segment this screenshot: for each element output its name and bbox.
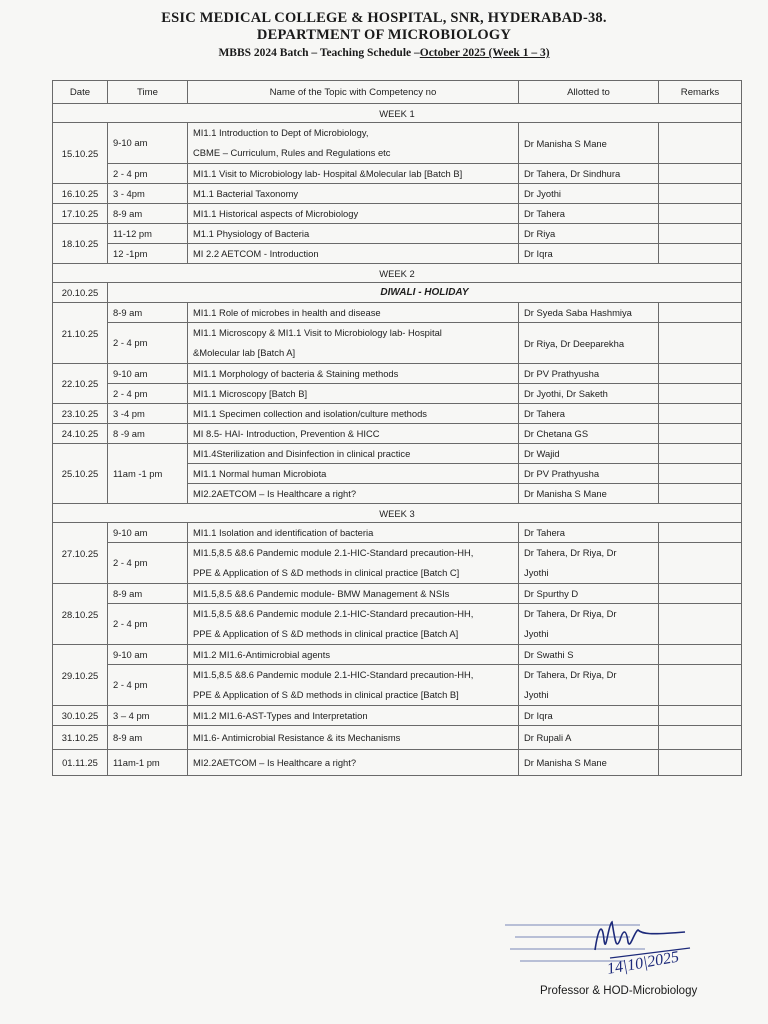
table-row <box>53 323 742 364</box>
remarks-cell <box>659 543 742 584</box>
topic-cell: MI 8.5- HAI- Introduction, Prevention & HICC <box>188 424 519 444</box>
allotted-cell: Dr Tahera, Dr Riya, Dr Jyothi <box>519 543 659 584</box>
allotted-cell: Dr Jyothi, Dr Saketh <box>519 384 659 404</box>
table-row <box>53 444 742 464</box>
time-cell: 9-10 am <box>108 364 188 384</box>
allotted-cell: Dr PV Prathyusha <box>519 464 659 484</box>
allotted-cell: Dr Tahera, Dr Riya, Dr Jyothi <box>519 665 659 706</box>
time-cell: 2 - 4 pm <box>108 164 188 184</box>
table-row <box>53 750 742 776</box>
col-topic-header: Name of the Topic with Competency no <box>188 81 519 104</box>
remarks-cell <box>659 364 742 384</box>
week-row: WEEK 1 <box>53 104 742 123</box>
topic-cell: MI1.2 MI1.6-AST-Types and Interpretation <box>188 706 519 726</box>
topic-cell: MI1.1 Normal human Microbiota <box>188 464 519 484</box>
date-cell: 24.10.25 <box>53 424 108 444</box>
topic-cell: MI1.1 Microscopy [Batch B] <box>188 384 519 404</box>
document-header <box>0 10 768 61</box>
allotted-cell: Dr PV Prathyusha <box>519 364 659 384</box>
table-row <box>53 645 742 665</box>
remarks-cell <box>659 303 742 323</box>
remarks-cell <box>659 726 742 750</box>
allotted-cell: Dr Swathi S <box>519 645 659 665</box>
col-date-header: Date <box>53 81 108 104</box>
table-header-row <box>53 81 742 104</box>
time-cell: 11am -1 pm <box>108 444 188 504</box>
remarks-cell <box>659 204 742 224</box>
time-cell: 11-12 pm <box>108 224 188 244</box>
time-cell: 3 – 4 pm <box>108 706 188 726</box>
topic-cell: MI1.5,8.5 &8.6 Pandemic module- BMW Management & NSIs <box>188 584 519 604</box>
time-cell: 8-9 am <box>108 584 188 604</box>
time-cell: 8-9 am <box>108 204 188 224</box>
time-cell: 9-10 am <box>108 645 188 665</box>
department-name: DEPARTMENT OF MICROBIOLOGY <box>256 27 512 43</box>
signature-date: 14|10|2025 <box>605 948 681 978</box>
date-cell: 01.11.25 <box>53 750 108 776</box>
allotted-cell: Dr Spurthy D <box>519 584 659 604</box>
remarks-cell <box>659 484 742 504</box>
allotted-cell: Dr Jyothi <box>519 184 659 204</box>
date-cell: 23.10.25 <box>53 404 108 424</box>
date-cell: 20.10.25 <box>53 283 108 303</box>
time-cell: 3 - 4pm <box>108 184 188 204</box>
time-cell: 2 - 4 pm <box>108 323 188 364</box>
holiday-row <box>53 283 742 303</box>
allotted-cell: Dr Riya, Dr Deeparekha <box>519 323 659 364</box>
teaching-schedule-table <box>52 80 742 776</box>
topic-cell: MI1.1 Microscopy & MI1.1 Visit to Microbiology lab- Hospital &Molecular lab [Batch A] <box>188 323 519 364</box>
allotted-cell: Dr Riya <box>519 224 659 244</box>
topic-cell: MI1.1 Specimen collection and isolation/culture methods <box>188 404 519 424</box>
time-cell: 2 - 4 pm <box>108 384 188 404</box>
topic-cell: MI1.1 Historical aspects of Microbiology <box>188 204 519 224</box>
time-cell: 12 -1pm <box>108 244 188 264</box>
topic-cell: MI1.1 Visit to Microbiology lab- Hospital &Molecular lab [Batch B] <box>188 164 519 184</box>
table-row <box>53 665 742 706</box>
remarks-cell <box>659 665 742 706</box>
date-cell: 21.10.25 <box>53 303 108 364</box>
remarks-cell <box>659 384 742 404</box>
week-row: WEEK 3 <box>53 504 742 523</box>
topic-cell: MI1.1 Role of microbes in health and disease <box>188 303 519 323</box>
date-cell: 30.10.25 <box>53 706 108 726</box>
allotted-cell: Dr Iqra <box>519 706 659 726</box>
table-row <box>53 204 742 224</box>
date-cell: 29.10.25 <box>53 645 108 706</box>
time-cell: 11am-1 pm <box>108 750 188 776</box>
col-allotted-header: Allotted to <box>519 81 659 104</box>
col-time-header: Time <box>108 81 188 104</box>
week-row: WEEK 2 <box>53 264 742 283</box>
remarks-cell <box>659 706 742 726</box>
table-row <box>53 543 742 584</box>
table-row <box>53 706 742 726</box>
date-cell: 17.10.25 <box>53 204 108 224</box>
table-row <box>53 424 742 444</box>
table-row <box>53 303 742 323</box>
allotted-cell: Dr Manisha S Mane <box>519 123 659 164</box>
table-row <box>53 523 742 543</box>
remarks-cell <box>659 444 742 464</box>
date-cell: 16.10.25 <box>53 184 108 204</box>
remarks-cell <box>659 224 742 244</box>
table-row <box>53 244 742 264</box>
topic-cell: MI1.5,8.5 &8.6 Pandemic module 2.1-HIC-Standard precaution-HH, PPE & Application of S &D methods in clinical practice [Batch A] <box>188 604 519 645</box>
table-row <box>53 604 742 645</box>
table-row <box>53 123 742 164</box>
table-row <box>53 584 742 604</box>
remarks-cell <box>659 164 742 184</box>
college-name: ESIC MEDICAL COLLEGE & HOSPITAL, SNR, HYDERABAD-38. <box>161 10 607 26</box>
allotted-cell: Dr Tahera, Dr Sindhura <box>519 164 659 184</box>
topic-cell: MI2.2AETCOM – Is Healthcare a right? <box>188 484 519 504</box>
remarks-cell <box>659 750 742 776</box>
remarks-cell <box>659 584 742 604</box>
date-cell: 15.10.25 <box>53 123 108 184</box>
date-cell: 27.10.25 <box>53 523 108 584</box>
remarks-cell <box>659 604 742 645</box>
hod-designation: Professor & HOD-Microbiology <box>540 985 698 997</box>
time-cell: 2 - 4 pm <box>108 604 188 645</box>
date-cell: 31.10.25 <box>53 726 108 750</box>
remarks-cell <box>659 523 742 543</box>
topic-cell: MI1.1 Introduction to Dept of Microbiology, CBME – Curriculum, Rules and Regulations etc <box>188 123 519 164</box>
topic-cell: MI1.1 Morphology of bacteria & Staining methods <box>188 364 519 384</box>
table-row <box>53 404 742 424</box>
topic-cell: MI 2.2 AETCOM - Introduction <box>188 244 519 264</box>
allotted-cell: Dr Iqra <box>519 244 659 264</box>
table-row <box>53 364 742 384</box>
allotted-cell: Dr Wajid <box>519 444 659 464</box>
topic-cell: MI1.5,8.5 &8.6 Pandemic module 2.1-HIC-Standard precaution-HH, PPE & Application of S &D methods in clinical practice [Batch B] <box>188 665 519 706</box>
allotted-cell: Dr Manisha S Mane <box>519 750 659 776</box>
table-row <box>53 224 742 244</box>
schedule-title: MBBS 2024 Batch – Teaching Schedule –October 2025 (Week 1 – 3) <box>218 47 550 59</box>
allotted-cell: Dr Tahera <box>519 523 659 543</box>
time-cell: 2 - 4 pm <box>108 665 188 706</box>
col-remarks-header: Remarks <box>659 81 742 104</box>
remarks-cell <box>659 244 742 264</box>
remarks-cell <box>659 645 742 665</box>
remarks-cell <box>659 404 742 424</box>
allotted-cell: Dr Manisha S Mane <box>519 484 659 504</box>
date-cell: 25.10.25 <box>53 444 108 504</box>
topic-cell: M1.1 Bacterial Taxonomy <box>188 184 519 204</box>
remarks-cell <box>659 424 742 444</box>
table-row <box>53 184 742 204</box>
time-cell: 8 -9 am <box>108 424 188 444</box>
time-cell: 9-10 am <box>108 123 188 164</box>
allotted-cell: Dr Chetana GS <box>519 424 659 444</box>
remarks-cell <box>659 123 742 164</box>
handwritten-signature <box>590 910 710 980</box>
table-row <box>53 384 742 404</box>
remarks-cell <box>659 323 742 364</box>
allotted-cell: Dr Tahera <box>519 404 659 424</box>
time-cell: 8-9 am <box>108 303 188 323</box>
topic-cell: MI1.6- Antimicrobial Resistance & its Mechanisms <box>188 726 519 750</box>
topic-cell: M1.1 Physiology of Bacteria <box>188 224 519 244</box>
topic-cell: MI1.2 MI1.6-Antimicrobial agents <box>188 645 519 665</box>
hod-signature <box>500 905 740 985</box>
time-cell: 2 - 4 pm <box>108 543 188 584</box>
topic-cell: MI1.4Sterilization and Disinfection in clinical practice <box>188 444 519 464</box>
date-cell: 18.10.25 <box>53 224 108 264</box>
time-cell: 8-9 am <box>108 726 188 750</box>
date-cell: 28.10.25 <box>53 584 108 645</box>
topic-cell: MI2.2AETCOM – Is Healthcare a right? <box>188 750 519 776</box>
holiday-cell: DIWALI - HOLIDAY <box>108 283 742 303</box>
remarks-cell <box>659 464 742 484</box>
topic-cell: MI1.5,8.5 &8.6 Pandemic module 2.1-HIC-Standard precaution-HH, PPE & Application of S &D methods in clinical practice [Batch C] <box>188 543 519 584</box>
allotted-cell: Dr Tahera, Dr Riya, Dr Jyothi <box>519 604 659 645</box>
table-row <box>53 726 742 750</box>
date-cell: 22.10.25 <box>53 364 108 404</box>
time-cell: 3 -4 pm <box>108 404 188 424</box>
allotted-cell: Dr Tahera <box>519 204 659 224</box>
allotted-cell: Dr Rupali A <box>519 726 659 750</box>
table-row <box>53 164 742 184</box>
allotted-cell: Dr Syeda Saba Hashmiya <box>519 303 659 323</box>
remarks-cell <box>659 184 742 204</box>
topic-cell: MI1.1 Isolation and identification of bacteria <box>188 523 519 543</box>
time-cell: 9-10 am <box>108 523 188 543</box>
